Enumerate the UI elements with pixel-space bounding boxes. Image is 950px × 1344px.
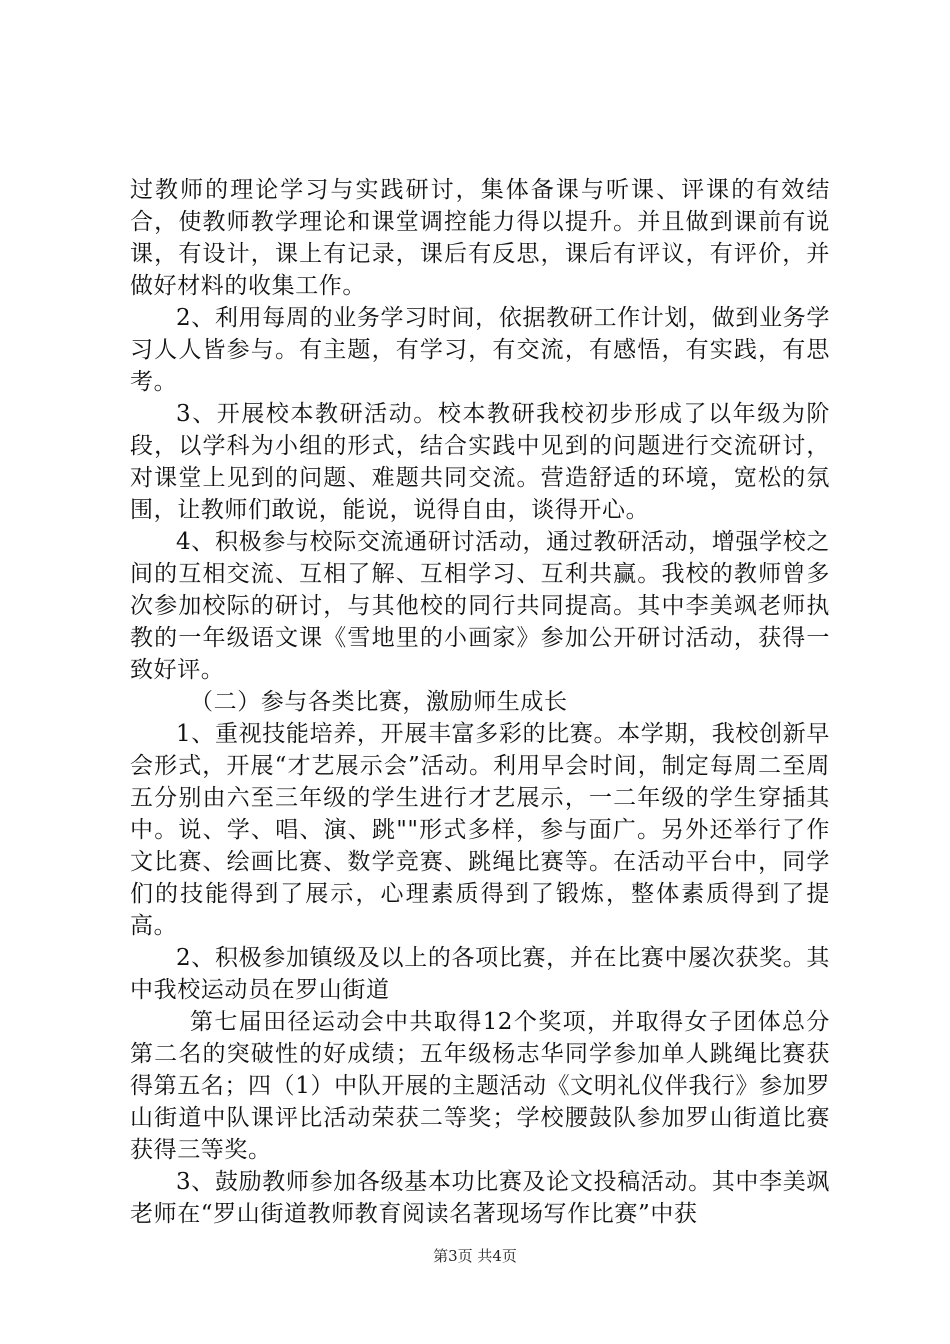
page-number-footer: 第3页 共4页 <box>433 1247 517 1265</box>
paragraph-competition-3: 3、鼓励教师参加各级基本功比赛及论文投稿活动。其中李美飒老师在“罗山街道教师教育阅读名著现场写作比赛”中获 <box>130 1169 830 1227</box>
section-heading-competitions: （二）参与各类比赛，激励师生成长 <box>190 689 568 715</box>
document-body <box>130 174 830 1230</box>
paragraph-competition-2: 2、积极参加镇级及以上的各项比赛，并在比赛中屡次获奖。其中我校运动员在罗山街道 <box>130 945 830 1003</box>
paragraph-item-4: 4、积极参与校际交流通研讨活动，通过教研活动，增强学校之间的互相交流、互相了解、互相学习、互利共赢。我校的教师曾多次参加校际的研讨，与其他校的同行共同提高。其中李美飒老师执教的一年级语文课《雪地里的小画家》参加公开研讨活动，获得一致好评。 <box>130 529 830 683</box>
paragraph-item-2: 2、利用每周的业务学习时间，依据教研工作计划，做到业务学习人人皆参与。有主题，有学习，有交流，有感悟，有实践，有思考。 <box>130 305 830 395</box>
paragraph-competition-1: 1、重视技能培养，开展丰富多彩的比赛。本学期，我校创新早会形式，开展“才艺展示会”活动。利用早会时间，制定每周二至周五分别由六至三年级的学生进行才艺展示，一二年级的学生穿插其中。说、学、唱、演、跳""形式多样，参与面广。另外还举行了作文比赛、绘画比赛、数学竞赛、跳绳比赛等。在活动平台中，同学们的技能得到了展示，心理素质得到了锻炼，整体素质得到了提高。 <box>130 721 830 939</box>
paragraph-competition-2-cont: 第七届田径运动会中共取得12个奖项，并取得女子团体总分第二名的突破性的好成绩；五年级杨志华同学参加单人跳绳比赛获得第五名；四（1）中队开展的主题活动《文明礼仪伴我行》参加罗山街道中队课评比活动荣获二等奖；学校腰鼓队参加罗山街道比赛获得三等奖。 <box>130 1009 830 1163</box>
paragraph-continuation: 过教师的理论学习与实践研讨，集体备课与听课、评课的有效结合，使教师教学理论和课堂调控能力得以提升。并且做到课前有说课，有设计，课上有记录，课后有反思，课后有评议，有评价，并做好材料的收集工作。 <box>130 177 830 299</box>
paragraph-item-3: 3、开展校本教研活动。校本教研我校初步形成了以年级为阶段，以学科为小组的形式，结合实践中见到的问题进行交流研讨，对课堂上见到的问题、难题共同交流。营造舒适的环境，宽松的氛围，让教师们敢说，能说，说得自由，谈得开心。 <box>130 401 830 523</box>
